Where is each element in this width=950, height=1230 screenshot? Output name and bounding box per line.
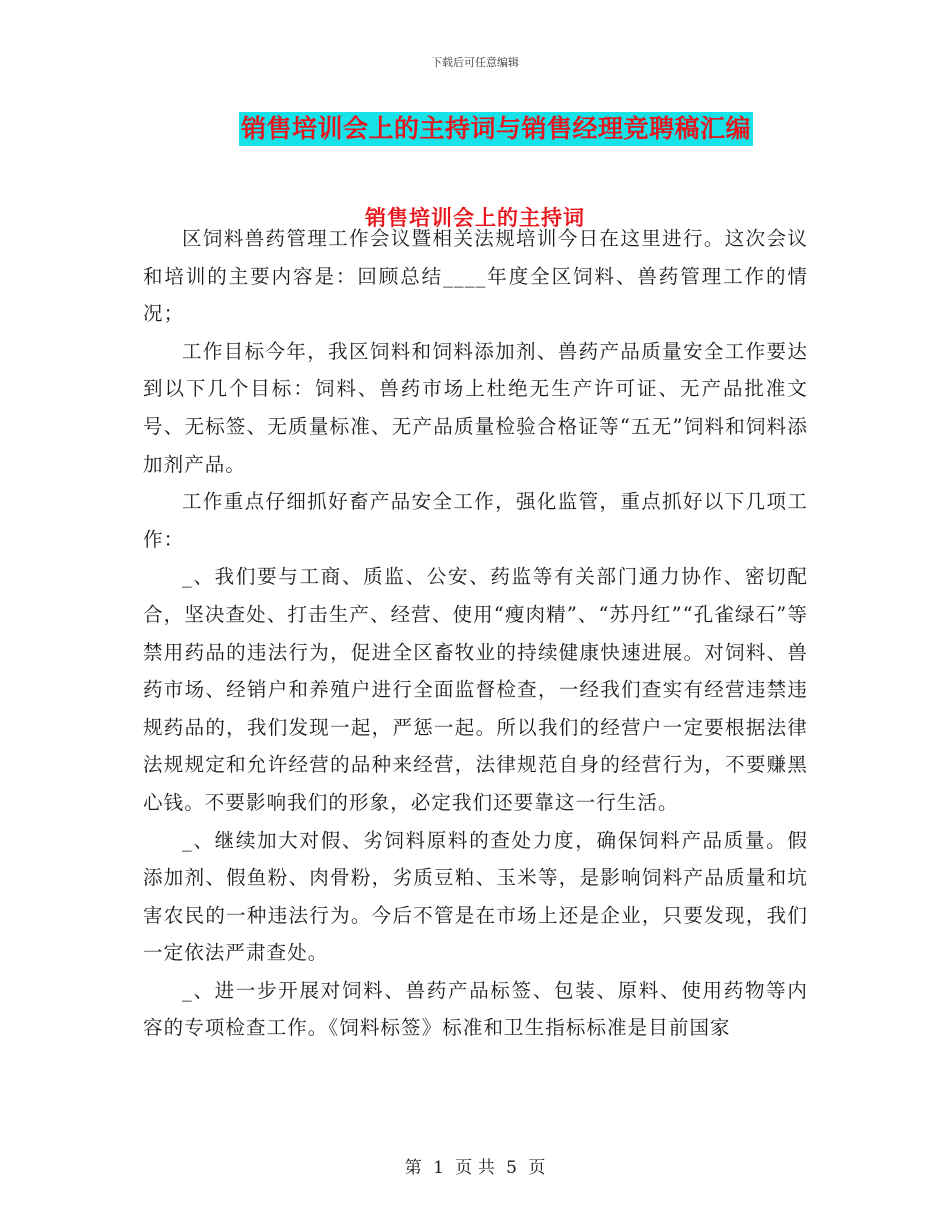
paragraph: 工作目标今年，我区饲料和饲料添加剂、兽药产品质量安全工作要达到以下几个目标：饲料、兽药市场上杜绝无生产许可证、无产品批准文号、无标签、无质量标准、无产品质量检验合格证等“五无”饲料和饲料添加剂产品。 (143, 339, 808, 476)
total-pages-number: 5 (506, 1158, 517, 1178)
page-suffix: 页 (528, 1158, 546, 1178)
current-page-number: 1 (433, 1158, 444, 1178)
document-title: 销售培训会上的主持词与销售经理竞聘稿汇编 (239, 112, 753, 146)
header-note: 下载后可任意编辑 (431, 56, 519, 69)
page-mid-text: 页 共 (455, 1158, 495, 1178)
page-prefix: 第 (404, 1158, 422, 1178)
paragraph: _、我们要与工商、质监、公安、药监等有关部门通力协作、密切配合，坚决查处、打击生产、经营、使用“瘦肉精”、“苏丹红”“孔雀绿石”等禁用药品的违法行为，促进全区畜牧业的持续健康快速进展。对饲料、兽药市场、经销户和养殖户进行全面监督检查，一经我们查实有经营违禁违规药品的，我们发现一起，严惩一起。所以我们的经营户一定要根据法律法规规定和允许经营的品种来经营，法律规范自身的经营行为，不要赚黑心钱。不要影响我们的形象，必定我们还要靠这一行生活。 (143, 565, 808, 814)
paragraph: 工作重点仔细抓好畜产品安全工作，强化监管，重点抓好以下几项工作： (143, 490, 808, 551)
paragraph: _、继续加大对假、劣饲料原料的查处力度，确保饲料产品质量。假添加剂、假鱼粉、肉骨粉，劣质豆粕、玉米等，是影响饲料产品质量和坑害农民的一种违法行为。今后不管是在市场上还是企业，只要发现，我们一定依法严肃查处。 (143, 828, 808, 965)
document-body (143, 220, 808, 1047)
paragraph: _、进一步开展对饲料、兽药产品标签、包装、原料、使用药物等内容的专项检查工作。《饲料标签》标准和卫生指标标准是目前国家 (143, 978, 808, 1040)
section-title: 销售培训会上的主持词 (365, 206, 585, 230)
doc-title-container (0, 112, 950, 146)
page-footer (0, 1153, 950, 1178)
paragraph: 区饲料兽药管理工作会议暨相关法规培训今日在这里进行。这次会议和培训的主要内容是：回顾总结____年度全区饲料、兽药管理工作的情况； (143, 227, 808, 326)
